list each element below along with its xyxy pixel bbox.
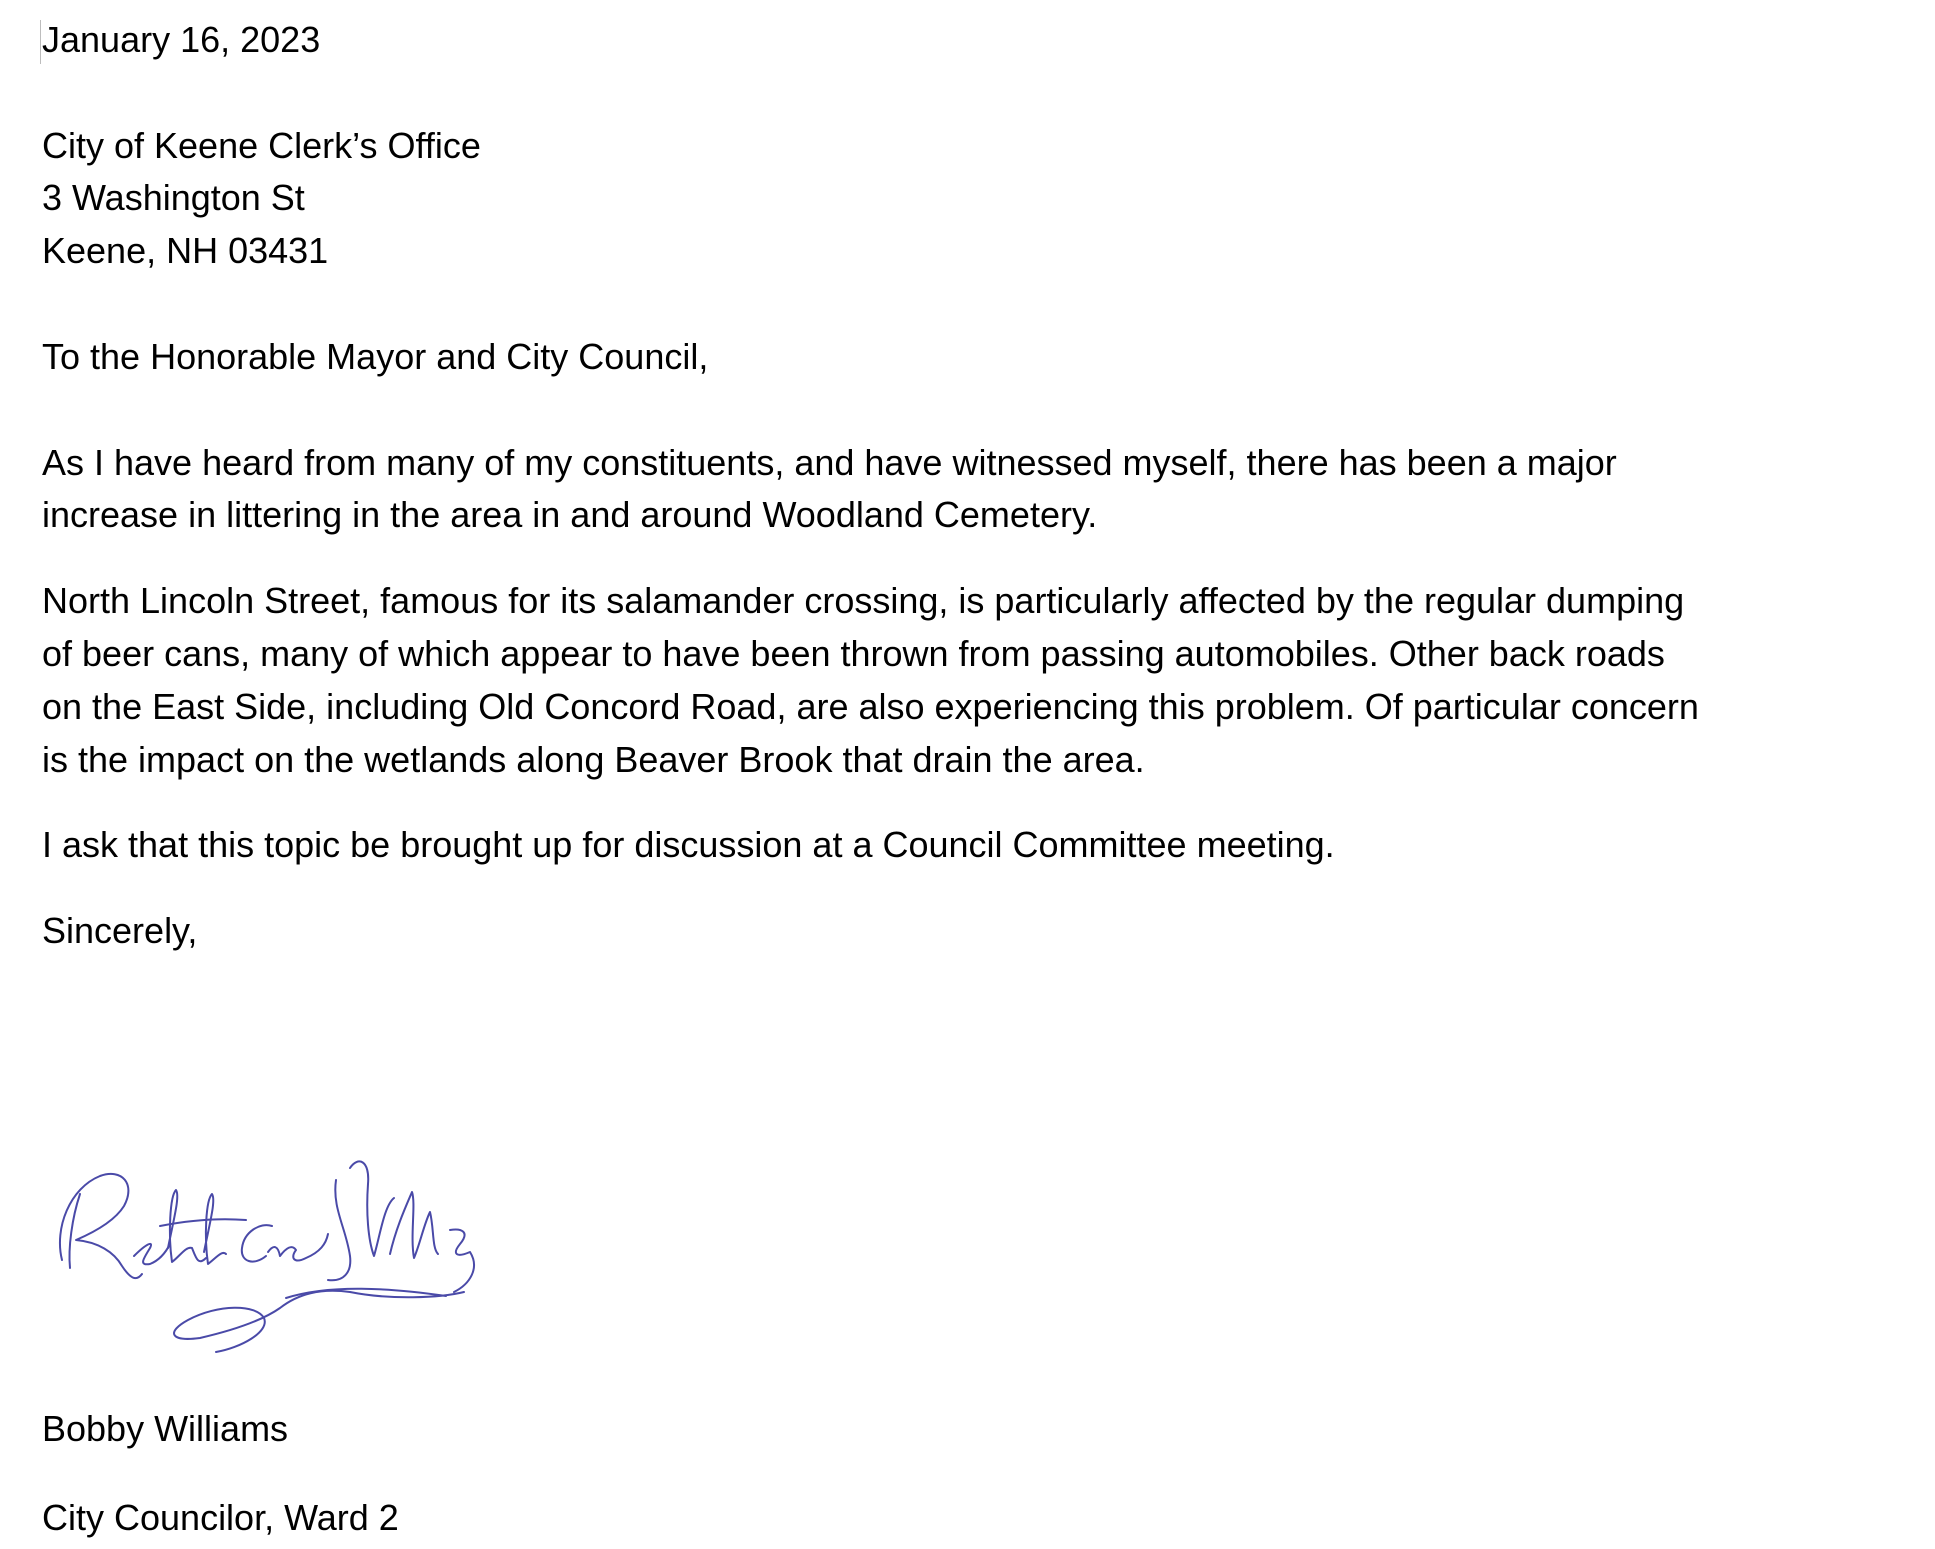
recipient-line-2: 3 Washington St bbox=[42, 177, 305, 218]
signature-stroke-z bbox=[450, 1230, 474, 1292]
signature-image bbox=[50, 1148, 510, 1358]
signature-stroke-c bbox=[242, 1225, 272, 1261]
signer-name: Bobby Williams bbox=[42, 1408, 289, 1449]
paragraph-1-line-2: increase in littering in the area in and around Woodland Cemetery. bbox=[42, 494, 1098, 535]
paragraph-2-line-3: on the East Side, including Old Concord Road, are also experiencing this problem. Of particular concern bbox=[42, 686, 1699, 727]
signer-title: City Councilor, Ward 2 bbox=[42, 1497, 399, 1538]
paragraph-2-line-4: is the impact on the wetlands along Beaver Brook that drain the area. bbox=[42, 739, 1145, 780]
recipient-line-3: Keene, NH 03431 bbox=[42, 230, 329, 271]
letter-date: January 16, 2023 bbox=[42, 19, 321, 60]
paragraph-2-line-2: of beer cans, many of which appear to have been thrown from passing automobiles. Other back roads bbox=[42, 633, 1665, 674]
signature-stroke-ie bbox=[268, 1234, 328, 1260]
signature-stroke-b1 bbox=[168, 1190, 206, 1262]
paragraph-3: I ask that this topic be brought up for discussion at a Council Committee meeting. bbox=[42, 824, 1335, 865]
signature-stroke-ll bbox=[390, 1192, 438, 1258]
paragraph-1-line-1: As I have heard from many of my constituents, and have witnessed myself, there has been a major bbox=[42, 442, 1617, 483]
signature-stroke-b2 bbox=[204, 1194, 226, 1264]
closing: Sincerely, bbox=[42, 910, 198, 951]
signature-stroke-r2 bbox=[69, 1194, 80, 1268]
signature-stroke-w bbox=[328, 1180, 350, 1280]
text-cursor bbox=[40, 20, 41, 64]
recipient-line-1: City of Keene Clerk’s Office bbox=[42, 125, 481, 166]
signature-stroke-e bbox=[134, 1244, 170, 1264]
paragraph-2-line-1: North Lincoln Street, famous for its salamander crossing, is particularly affected by the regular dumping bbox=[42, 580, 1685, 621]
salutation: To the Honorable Mayor and City Council, bbox=[42, 336, 709, 377]
signature-stroke-w2 bbox=[350, 1161, 394, 1256]
signature-stroke-tail bbox=[174, 1291, 464, 1352]
